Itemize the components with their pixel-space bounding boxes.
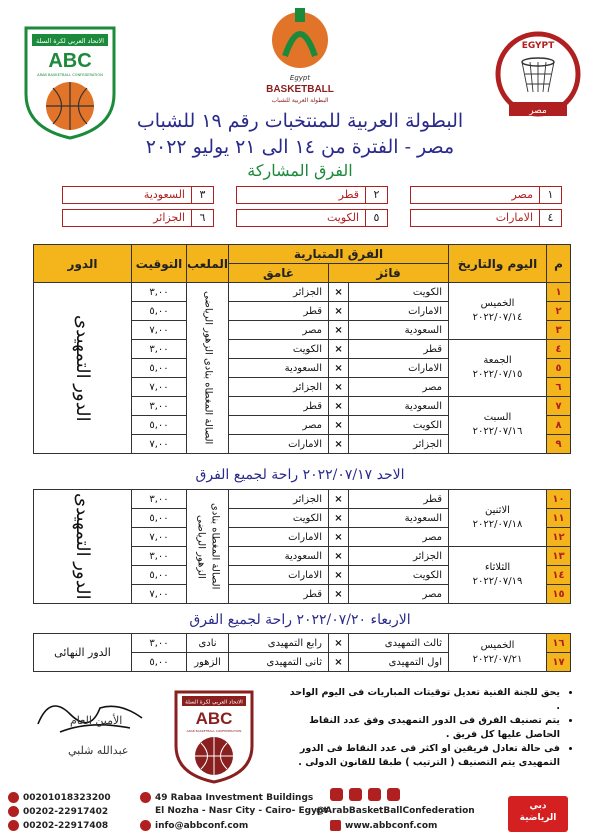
youtube-icon[interactable]	[387, 788, 400, 801]
day-date: ٢٠٢٢/٠٧/٢١	[472, 653, 523, 665]
venue-cell: الصالة المغطاه بنادى الزهور الرياضى	[187, 283, 229, 454]
team-a: الجزائر	[349, 435, 449, 454]
title-line-3: الفرق المشاركة	[247, 161, 353, 180]
address-1-text: 49 Rabaa Investment Buildings	[155, 792, 314, 803]
participating-teams	[62, 186, 562, 232]
day-date: ٢٠٢٢/٠٧/١٨	[472, 519, 523, 530]
abc-logo-text: ABC	[48, 50, 92, 72]
team-cell	[236, 209, 388, 227]
phone-1-text: 00201018323200	[23, 792, 111, 803]
website-text[interactable]: www.abbconf.com	[345, 820, 438, 831]
teams-row	[62, 209, 562, 227]
championship-logo-text: BASKETBALL	[266, 84, 334, 95]
game-number: ٤	[547, 340, 571, 359]
team-b: مصر	[229, 416, 329, 435]
game-number: ٢	[547, 302, 571, 321]
egypt-logo-top: EGYPT	[521, 41, 555, 51]
vs-mark: ×	[329, 321, 349, 340]
day-date-cell	[449, 283, 547, 340]
vs-mark: ×	[329, 340, 349, 359]
day-date-cell	[449, 397, 547, 454]
abc-footer-sub: ARAB BASKETBALL CONFEDERATION	[186, 729, 242, 733]
game-number: ٣	[547, 321, 571, 340]
social-handle[interactable]	[316, 806, 475, 816]
game-time: ٥,٠٠	[132, 359, 187, 378]
team-a: قطر	[349, 490, 449, 509]
address-2-text: El Nozha - Nasr City - Cairo- Egypt	[155, 806, 328, 816]
game-time: ٥,٠٠	[132, 416, 187, 435]
team-a: السعودية	[349, 397, 449, 416]
vs-mark: ×	[329, 283, 349, 302]
day-name: الثلاثاء	[484, 562, 511, 573]
col-header-round: الدور	[34, 245, 132, 283]
title-line-2: مصر - الفترة من ١٤ الى ٢١ يوليو ٢٠٢٢	[145, 136, 455, 158]
game-number: ٩	[547, 435, 571, 454]
team-number: ٤	[539, 210, 561, 226]
game-number: ١٥	[547, 585, 571, 604]
social-handle-text[interactable]: @ArabBasketBallConfederation	[316, 806, 475, 816]
game-number: ١٧	[547, 653, 571, 672]
team-b: قطر	[229, 585, 329, 604]
championship-logo-sub: البطولة العربية للشباب	[271, 97, 329, 104]
team-b: مصر	[229, 321, 329, 340]
day-name: الجمعة	[483, 355, 512, 366]
vs-mark: ×	[329, 378, 349, 397]
game-time: ٣,٠٠	[132, 634, 187, 653]
team-b: الجزائر	[229, 490, 329, 509]
team-cell	[410, 209, 562, 227]
round-cell: الدور التمهيدى	[34, 283, 132, 454]
team-number: ١	[539, 187, 561, 203]
twitter-icon[interactable]	[368, 788, 381, 801]
game-number: ١	[547, 283, 571, 302]
team-a: مصر	[349, 585, 449, 604]
teams-row	[62, 186, 562, 204]
day-name: السبت	[483, 412, 512, 423]
col-header-num: م	[547, 245, 571, 283]
col-header-loser: غامق	[229, 264, 329, 283]
col-header-winner: فائز	[329, 264, 449, 283]
team-a: مصر	[349, 528, 449, 547]
phone-2	[8, 806, 108, 817]
team-b: الجزائر	[229, 378, 329, 397]
game-time: ٣,٠٠	[132, 397, 187, 416]
day-name: الخميس	[480, 639, 515, 651]
table-row	[34, 634, 571, 653]
game-time: ٧,٠٠	[132, 585, 187, 604]
note-item: • يحق للجنة الفنية تعديل توقيتات المباريات فى اليوم الواحد .	[288, 686, 560, 714]
abc-footer-text: ABC	[195, 709, 233, 728]
team-b: الكويت	[229, 509, 329, 528]
schedule-table-preliminary-2	[33, 489, 571, 604]
schedule-table-final	[33, 633, 571, 672]
day-date-cell	[449, 340, 547, 397]
team-a: قطر	[349, 340, 449, 359]
game-number: ٧	[547, 397, 571, 416]
schedule-table-preliminary-1	[33, 244, 571, 454]
phone-3-text: 00202-22917408	[23, 820, 109, 831]
email-text[interactable]: info@abbconf.com	[155, 820, 249, 831]
venue-cell-line-1: نادى	[187, 634, 229, 653]
team-a: مصر	[349, 378, 449, 397]
team-a: السعودية	[349, 509, 449, 528]
team-cell	[410, 186, 562, 204]
game-time: ٣,٠٠	[132, 547, 187, 566]
vs-mark: ×	[329, 585, 349, 604]
team-a: الكويت	[349, 283, 449, 302]
championship-logo	[255, 6, 345, 106]
phone-icon	[8, 792, 19, 803]
phone-2-text: 00202-22917402	[23, 806, 109, 817]
team-name: مصر	[511, 188, 533, 201]
phone-3	[8, 820, 108, 831]
day-date: ٢٠٢٢/٠٧/١٩	[472, 576, 523, 587]
team-cell	[62, 209, 214, 227]
team-a: الكويت	[349, 416, 449, 435]
facebook-icon[interactable]	[330, 788, 343, 801]
address-line-1	[140, 792, 313, 803]
team-a: الجزائر	[349, 547, 449, 566]
rest-day-2: الاربعاء ٢٠٢٢/٠٧/٢٠ راحة لجميع الفرق	[189, 612, 411, 628]
col-header-teams: الفرق المتبارية	[229, 245, 449, 264]
game-number: ١٢	[547, 528, 571, 547]
vs-mark: ×	[329, 566, 349, 585]
team-a: اول التمهيدى	[349, 653, 449, 672]
team-b: ثانى التمهيدى	[229, 653, 329, 672]
vs-mark: ×	[329, 302, 349, 321]
team-name: الامارات	[495, 211, 533, 224]
game-time: ٥,٠٠	[132, 302, 187, 321]
notes-list	[288, 686, 570, 770]
signature-title: الأمين العام	[70, 714, 123, 727]
team-name: السعودية	[143, 188, 185, 201]
game-number: ٦	[547, 378, 571, 397]
dubai-sports-logo	[508, 796, 568, 832]
day-date-cell	[449, 490, 547, 547]
game-number: ١٣	[547, 547, 571, 566]
team-cell	[62, 186, 214, 204]
col-header-time: التوقيت	[132, 245, 187, 283]
address-line-2	[155, 806, 328, 816]
title-line-1: البطولة العربية للمنتخبات رقم ١٩ للشباب	[136, 110, 464, 132]
team-a: ثالث التمهيدى	[349, 634, 449, 653]
sponsor-bottom: الرياضية	[519, 813, 557, 823]
abc-footer-arabic: الاتحاد العربي لكرة السلة	[185, 699, 243, 706]
game-time: ٧,٠٠	[132, 378, 187, 397]
note-item: • فى حالة تعادل فريقين او اكثر فى عدد النقاط فى الدور التمهيدى يتم التصنيف ( الترتيب ) طبقا للقانون الدولى .	[288, 742, 560, 770]
team-a: الكويت	[349, 566, 449, 585]
abc-logo-sub: ARAB BASKETBALL CONFEDERATION	[37, 73, 103, 77]
team-b: الجزائر	[229, 283, 329, 302]
page-header	[0, 0, 600, 180]
game-time: ٣,٠٠	[132, 340, 187, 359]
rest-day-1: الاحد ٢٠٢٢/٠٧/١٧ راحة لجميع الفرق	[195, 467, 405, 483]
abc-logo-arabic: الاتحاد العربي لكرة السلة	[35, 37, 105, 45]
day-date-cell	[449, 634, 547, 672]
team-a: الامارات	[349, 302, 449, 321]
game-time: ٧,٠٠	[132, 321, 187, 340]
team-a: السعودية	[349, 321, 449, 340]
game-number: ١٦	[547, 634, 571, 653]
day-name: الاثنين	[485, 505, 510, 516]
vs-mark: ×	[329, 547, 349, 566]
team-b: السعودية	[229, 359, 329, 378]
signature-name: عبدالله شلبي	[68, 744, 129, 757]
website[interactable]	[330, 820, 437, 831]
game-number: ١٠	[547, 490, 571, 509]
note-item: • يتم تصنيف الفرق فى الدور التمهيدى وفق عدد النقاط الحاصل عليها كل فريق .	[288, 714, 560, 742]
team-b: قطر	[229, 302, 329, 321]
phone-1	[8, 792, 111, 803]
fax-icon	[8, 820, 19, 831]
venue-cell: الصالة المغطاه بنادى الزهور الرياضى	[187, 490, 229, 604]
game-number: ١٤	[547, 566, 571, 585]
vs-mark: ×	[329, 653, 349, 672]
championship-logo-caption: Egypt	[289, 74, 311, 82]
team-b: الكويت	[229, 340, 329, 359]
vs-mark: ×	[329, 397, 349, 416]
game-time: ٥,٠٠	[132, 509, 187, 528]
team-name: الكويت	[326, 211, 359, 224]
sponsor-top: دبي	[529, 801, 547, 811]
location-icon	[140, 792, 151, 803]
team-number: ٢	[365, 187, 387, 203]
vs-mark: ×	[329, 509, 349, 528]
vs-mark: ×	[329, 416, 349, 435]
day-date: ٢٠٢٢/٠٧/١٤	[472, 312, 523, 323]
team-number: ٣	[191, 187, 213, 203]
team-cell	[236, 186, 388, 204]
team-number: ٦	[191, 210, 213, 226]
egypt-logo-bottom: مصر	[529, 106, 547, 116]
round-cell: الدور التمهيدى	[34, 490, 132, 604]
game-time: ٣,٠٠	[132, 490, 187, 509]
team-number: ٥	[365, 210, 387, 226]
vs-mark: ×	[329, 490, 349, 509]
col-header-day-date: اليوم والتاريخ	[449, 245, 547, 283]
team-name: الجزائر	[153, 211, 185, 224]
vs-mark: ×	[329, 435, 349, 454]
game-time: ٣,٠٠	[132, 283, 187, 302]
game-time: ٧,٠٠	[132, 435, 187, 454]
team-b: قطر	[229, 397, 329, 416]
day-date: ٢٠٢٢/٠٧/١٥	[472, 369, 523, 380]
day-name: الخميس	[480, 298, 515, 309]
abc-logo-footer	[172, 688, 256, 784]
email-icon	[140, 820, 151, 831]
team-b: الامارات	[229, 528, 329, 547]
fax-icon	[8, 806, 19, 817]
vs-mark: ×	[329, 359, 349, 378]
day-date: ٢٠٢٢/٠٧/١٦	[472, 426, 523, 437]
game-number: ٥	[547, 359, 571, 378]
game-number: ٨	[547, 416, 571, 435]
day-date-cell	[449, 547, 547, 604]
table-row	[34, 490, 571, 509]
col-header-venue: الملعب	[187, 245, 229, 283]
vs-mark: ×	[329, 528, 349, 547]
vs-mark: ×	[329, 634, 349, 653]
table-row	[34, 283, 571, 302]
instagram-icon[interactable]	[349, 788, 362, 801]
team-b: السعودية	[229, 547, 329, 566]
round-cell: الدور النهائى	[34, 634, 132, 672]
game-number: ١١	[547, 509, 571, 528]
venue-cell-line-2: الزهور	[187, 653, 229, 672]
email[interactable]	[140, 820, 248, 831]
team-b: الامارات	[229, 566, 329, 585]
team-b: رابع التمهيدى	[229, 634, 329, 653]
team-name: قطر	[338, 188, 359, 201]
social-icons	[330, 788, 400, 801]
globe-icon	[330, 820, 341, 831]
game-time: ٥,٠٠	[132, 653, 187, 672]
team-b: الامارات	[229, 435, 329, 454]
team-a: الامارات	[349, 359, 449, 378]
game-time: ٧,٠٠	[132, 528, 187, 547]
game-time: ٥,٠٠	[132, 566, 187, 585]
